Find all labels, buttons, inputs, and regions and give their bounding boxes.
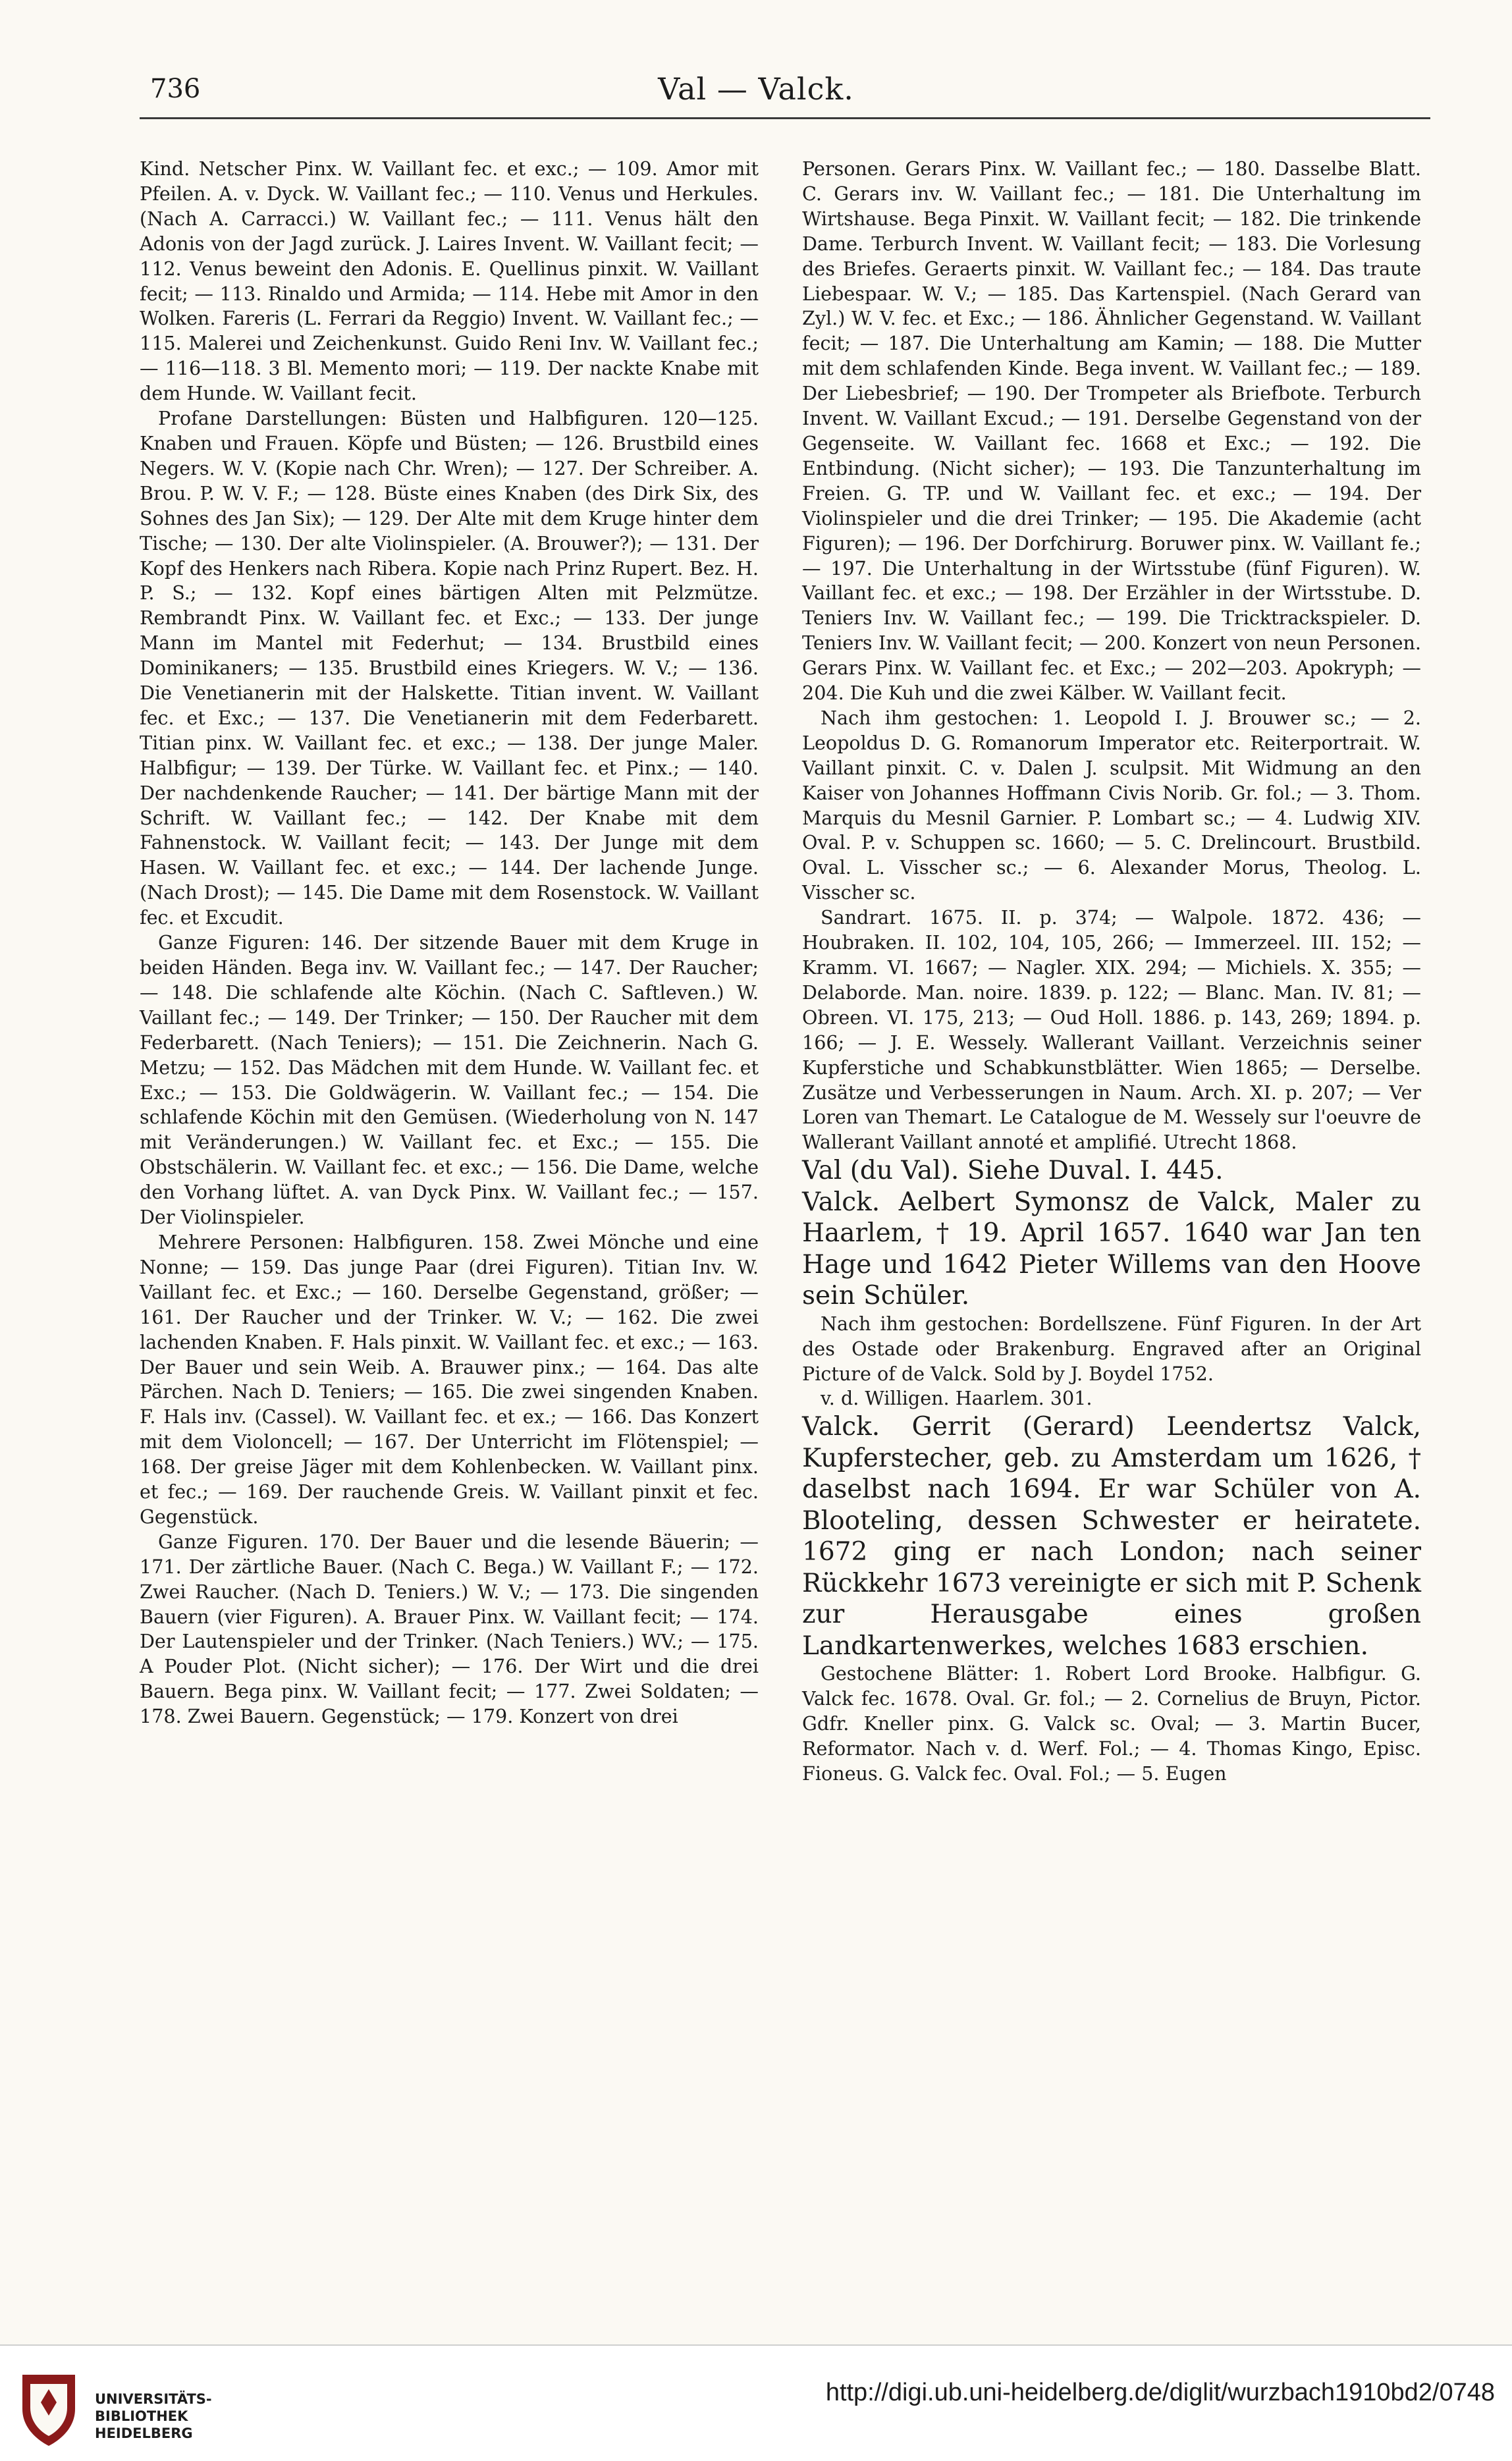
university-seal-icon [16, 2369, 82, 2448]
left-paragraph: Profane Darstellungen: Büsten und Halbfiguren. 120—125. Knaben und Frauen. Köpfe und Büsten; — 126. Brustbild eines Negers. W. V. (Kopie nach Chr. Wren); — 127. Der Schreiber. A. Brou. P. W. V. F.; — 128. Büste eines Knaben (des Dirk Six, des Sohnes des Jan Six); — 129. Der Alte mit dem Kruge hinter dem Tische; — 130. Der alte Violinspieler. (A. Brouwer?); — 131. Der Kopf des Henkers nach Ribera. Kopie nach Prinz Rupert. Bez. H. P. S.; — 132. Kopf eines bärtigen Alten mit Pelzmütze. Rembrandt Pinx. W. Vaillant fec. et Exc.; — 133. Der junge Mann im Mantel mit Federhut; — 134. Brustbild eines Dominikaners; — 135. Brustbild eines Kriegers. W. V.; — 136. Die Venetianerin mit der Halskette. Titian invent. W. Vaillant fec. et Exc.; — 137. Die Venetianerin mit dem Federbarett. Titian pinx. W. Vaillant fec. et exc.; — 138. Der junge Maler. Halbfigur; — 139. Der Türke. W. Vaillant fec. et Pinx.; — 140. Der nachdenkende Raucher; — 141. Der bärtige Mann mit der Schrift. W. Vaillant fec.; — 142. Der Knabe mit dem Fahnenstock. W. Vaillant fecit; — 143. Der Junge mit dem Hasen. W. Vaillant fec. et exc.; — 144. Der lachende Junge. (Nach Drost); — 145. Die Dame mit dem Rosenstock. W. Vaillant fec. et Excudit. [140, 407, 759, 929]
permalink-url[interactable]: http://digi.ub.uni-heidelberg.de/diglit/wurzbach1910bd2/0748 [825, 2379, 1495, 2406]
left-paragraph: Ganze Figuren. 170. Der Bauer und die lesende Bäuerin; — 171. Der zärtliche Bauer. (Nach C. Bega.) W. Vaillant F.; — 172. Zwei Raucher. (Nach D. Teniers.) W. V.; — 173. Die singenden Bauern (vier Figuren). A. Brauer Pinx. W. Vaillant fecit; — 174. Der Lautenspieler und der Trinker. (Nach Teniers.) WV.; — 175. A Pouder Plot. (Nicht sicher); — 176. Der Wirt und die drei Bauern. Bega pinx. W. Vaillant fecit; — 177. Zwei Soldaten; — 178. Zwei Bauern. Gegenstück; — 179. Konzert von drei [140, 1530, 759, 1728]
left-column [140, 157, 759, 1729]
left-paragraph: Kind. Netscher Pinx. W. Vaillant fec. et exc.; — 109. Amor mit Pfeilen. A. v. Dyck. W. Vaillant fec.; — 110. Venus und Herkules. (Nach A. Carracci.) W. Vaillant fec.; — 111. Venus hält den Adonis von der Jagd zurück. J. Laires Invent. W. Vaillant fecit; — 112. Venus beweint den Adonis. E. Quellinus pinxit. W. Vaillant fecit; — 113. Rinaldo und Armida; — 114. Hebe mit Amor in den Wolken. Fareris (L. Ferrari da Reggio) Invent. W. Vaillant fec.; — 115. Malerei und Zeichenkunst. Guido Reni Inv. W. Vaillant fec.; — 116—118. 3 Bl. Memento mori; — 119. Der nackte Knabe mit dem Hunde. W. Vaillant fecit. [140, 157, 759, 405]
footer [0, 2346, 1512, 2461]
entry-val: Val (du Val). Siehe Duval. I. 445. [802, 1156, 1224, 1186]
right-paragraph: Personen. Gerars Pinx. W. Vaillant fec.; — 180. Dasselbe Blatt. C. Gerars inv. W. Vaillant fec.; — 181. Die Unterhaltung im Wirtshause. Bega Pinxit. W. Vaillant fecit; — 182. Die trinkende Dame. Terburch Invent. W. Vaillant fecit; — 183. Die Vorlesung des Briefes. Geraerts pinxit. W. Vaillant fec.; — 184. Das traute Liebespaar. W. V.; — 185. Das Kartenspiel. (Nach Gerard van Zyl.) W. V. fec. et Exc.; — 186. Ähnlicher Gegenstand. W. Vaillant fecit; — 187. Die Unterhaltung am Kamin; — 188. Die Mutter mit dem schlafenden Kinde. Bega invent. W. Vaillant fec.; — 189. Der Liebesbrief; — 190. Der Trompeter als Briefbote. Terburch Invent. W. Vaillant Excud.; — 191. Derselbe Gegenstand von der Gegenseite. W. Vaillant fec. 1668 et Exc.; — 192. Die Entbindung. (Nicht sicher); — 193. Die Tanzunterhaltung im Freien. G. TP. und W. Vaillant fec. et exc.; — 194. Der Violinspieler und die drei Trinker; — 195. Die Akademie (acht Figuren); — 196. Der Dorfchirurg. Boruwer pinx. W. Vaillant fe.; — 197. Die Unterhaltung in der Wirtsstube (fünf Figuren). W. Vaillant fec. et exc.; — 198. Der Erzähler in der Wirtsstube. D. Teniers Inv. W. Vaillant fec.; — 199. Die Tricktrackspieler. D. Teniers Inv. W. Vaillant fecit; — 200. Konzert von neun Personen. Gerars Pinx. W. Vaillant fec. et Exc.; — 202—203. Apokryph; — 204. Die Kuh und die zwei Kälber. W. Vaillant fecit. [802, 157, 1421, 705]
right-paragraph: v. d. Willigen. Haarlem. 301. [821, 1387, 1093, 1410]
right-paragraph: Nach ihm gestochen: 1. Leopold I. J. Brouwer sc.; — 2. Leopoldus D. G. Romanorum Imperator etc. Reiterportrait. W. Vaillant pinxit. C. v. Dalen J. sculpsit. Mit Widmung an den Kaiser von Johannes Hoffmann Civis Norib. Gr. fol.; — 3. Thom. Marquis du Mesnil Garnier. P. Lombart sc.; — 4. Ludwig XIV. Oval. P. v. Schuppen sc. 1660; — 5. C. Drelincourt. Brustbild. Oval. L. Visscher sc.; — 6. Alexander Morus, Theolog. L. Visscher sc. [802, 706, 1421, 904]
right-paragraph: Sandrart. 1675. II. p. 374; — Walpole. 1872. 436; — Houbraken. II. 102, 104, 105, 266; — Immerzeel. III. 152; — Kramm. VI. 1667; — Nagler. XIX. 294; — Michiels. X. 355; — Delaborde. Man. noire. 1839. p. 122; — Blanc. Man. IV. 81; — Obreen. VI. 175, 213; — Oud Holl. 1886. p. 143, 269; 1894. p. 166; — J. E. Wessely. Wallerant Vaillant. Verzeichnis seiner Kupferstiche und Schabkunstblätter. Wien 1865; — Derselbe. Zusätze und Verbesserungen in Naum. Arch. XI. p. 207; — Ver Loren van Themart. Le Catalogue de M. Wessely sur l'oeuvre de Wallerant Vaillant annoté et amplifié. Utrecht 1868. [802, 906, 1421, 1154]
header-rule [140, 117, 1430, 119]
left-paragraph: Mehrere Personen: Halbfiguren. 158. Zwei Mönche und eine Nonne; — 159. Das junge Paar (drei Figuren). Titian Inv. W. Vaillant fec. et Exc.; — 160. Derselbe Gegenstand, größer; — 161. Der Raucher und der Trinker. W. V.; — 162. Die zwei lachenden Knaben. F. Hals pinxit. W. Vaillant fec. et exc.; — 163. Der Bauer und sein Weib. A. Brauwer pinx.; — 164. Das alte Pärchen. Nach D. Teniers; — 165. Die zwei singenden Knaben. F. Hals inv. (Cassel). W. Vaillant fec. et ex.; — 166. Das Konzert mit dem Violoncell; — 167. Der Unterricht im Flötenspiel; — 168. Der greise Jäger mit dem Kohlenbecken. W. Vaillant pinx. et fec.; — 169. Der rauchende Greis. W. Vaillant pinxit et fec. Gegenstück. [140, 1230, 759, 1528]
left-paragraph: Ganze Figuren: 146. Der sitzende Bauer mit dem Kruge in beiden Händen. Bega inv. W. Vaillant fec.; — 147. Der Raucher; — 148. Die schlafende alte Köchin. (Nach C. Saftleven.) W. Vaillant fec.; — 149. Der Trinker; — 150. Der Raucher mit dem Federbarett. (Nach Teniers); — 151. Die Zeichnerin. Nach G. Metzu; — 152. Das Mädchen mit dem Hunde. W. Vaillant fec. et Exc.; — 153. Die Goldwägerin. W. Vaillant fec.; — 154. Die schlafende Köchin mit den Gemüsen. (Wiederholung von N. 147 mit Veränderungen.) W. Vaillant fec. et Exc.; — 155. Die Obstschälerin. W. Vaillant fec. et exc.; — 156. Die Dame, welche den Vorhang lüftet. A. van Dyck Pinx. W. Vaillant fec.; — 157. Der Violinspieler. [140, 931, 759, 1229]
entry-valck-gerrit: Valck. Gerrit (Gerard) Leendertsz Valck, Kupferstecher, geb. zu Amsterdam um 1626, † daselbst nach 1694. Er war Schüler von A. Blooteling, dessen Schwester er heiratete. 1672 ging er nach London; nach seiner Rückkehr 1673 vereinigte er sich mit P. Schenk zur Herausgabe eines großen Landkartenwerkes, welches 1683 erschien. [802, 1412, 1421, 1661]
page-number: 736 [150, 74, 201, 104]
running-title: Val — Valck. [658, 71, 854, 107]
entry-valck-aelbert: Valck. Aelbert Symonsz de Valck, Maler zu Haarlem, † 19. April 1657. 1640 war Jan ten Hage und 1642 Pieter Willems van den Hoove sein Schüler. [802, 1187, 1421, 1311]
logo-text: UNIVERSITÄTS- BIBLIOTHEK HEIDELBERG [95, 2391, 212, 2441]
right-paragraph: Gestochene Blätter: 1. Robert Lord Brooke. Halbfigur. G. Valck fec. 1678. Oval. Gr. fol.; — 2. Cornelius de Bruyn, Pictor. Gdfr. Kneller pinx. G. Valck sc. Oval; — 3. Martin Bucer, Reformator. Nach v. d. Werf. Fol.; — 4. Thomas Kingo, Episc. Fioneus. G. Valck fec. Oval. Fol.; — 5. Eugen [802, 1662, 1421, 1785]
library-logo[interactable] [16, 2356, 212, 2455]
right-paragraph: Nach ihm gestochen: Bordellszene. Fünf Figuren. In der Art des Ostade oder Brakenburg. Engraved after an Original Picture of de Valck. Sold by J. Boydel 1752. [802, 1312, 1421, 1385]
right-column [802, 157, 1421, 1787]
